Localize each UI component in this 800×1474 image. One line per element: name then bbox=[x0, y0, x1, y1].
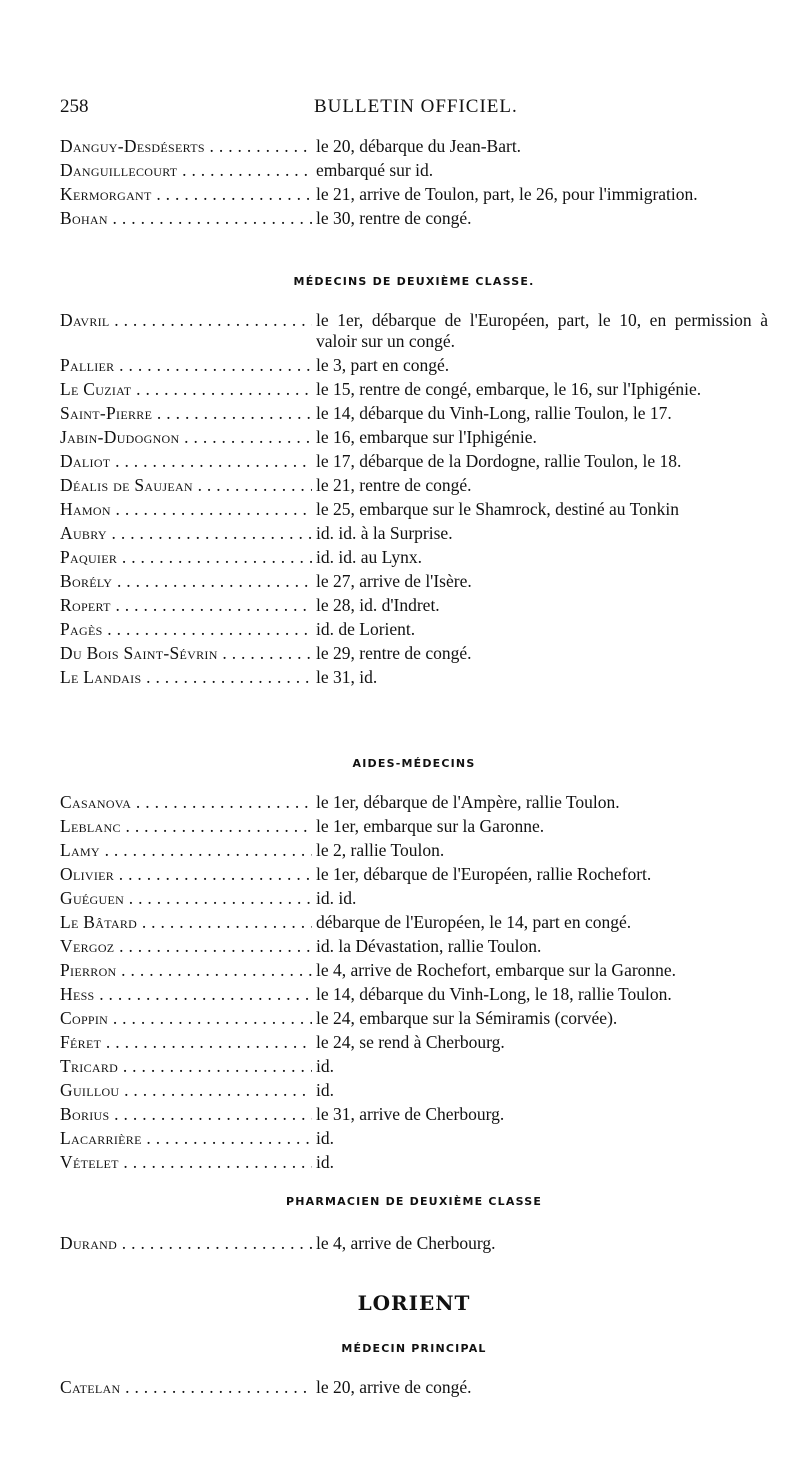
entry-name: Casanova . . . bbox=[60, 792, 312, 813]
entry-text: id. bbox=[316, 1128, 334, 1148]
entry bbox=[60, 643, 768, 664]
entries-group-1 bbox=[60, 136, 768, 232]
entry bbox=[60, 792, 768, 813]
entry bbox=[60, 427, 768, 448]
entry-name: Olivier . . . bbox=[60, 864, 312, 885]
entry-name: Le Landais . . . bbox=[60, 667, 312, 688]
entry-text: débarque de l'Européen, le 14, part en congé. bbox=[316, 912, 632, 932]
entry-text: le 20, arrive de congé. bbox=[316, 1377, 472, 1397]
entry bbox=[60, 451, 768, 472]
entry-text: le 27, arrive de l'Isère. bbox=[316, 571, 472, 591]
entry-name: Pagès . . . bbox=[60, 619, 312, 640]
entry-name: Davril . . . bbox=[60, 310, 312, 352]
entry-text: le 28, id. d'Indret. bbox=[316, 595, 440, 615]
entry bbox=[60, 136, 768, 157]
entry bbox=[60, 888, 768, 909]
entry-text: le 14, débarque du Vinh-Long, le 18, rallie Toulon. bbox=[316, 984, 672, 1004]
entry-text: id. bbox=[316, 1080, 334, 1100]
entry bbox=[60, 571, 768, 592]
city-title: LORIENT bbox=[357, 1291, 471, 1315]
entries-group-5 bbox=[60, 1377, 768, 1401]
entries-group-3 bbox=[60, 792, 768, 1176]
entry bbox=[60, 840, 768, 861]
entry-name: Lacarrière . . . bbox=[60, 1128, 312, 1149]
entry-name: Vergoz . . . bbox=[60, 936, 312, 957]
entry-name: Aubry . . . bbox=[60, 523, 312, 544]
entry bbox=[60, 1104, 768, 1125]
entry-text: le 24, embarque sur la Sémiramis (corvée). bbox=[316, 1008, 618, 1028]
entry-name: Guéguen . . . bbox=[60, 888, 312, 909]
entry-text: le 31, id. bbox=[316, 667, 378, 687]
entry bbox=[60, 310, 768, 352]
entry-text: le 4, arrive de Rochefort, embarque sur la Garonne. bbox=[316, 960, 677, 980]
entry bbox=[60, 1008, 768, 1029]
entry-text: le 21, rentre de congé. bbox=[316, 475, 472, 495]
entry-name: Guillou . . . bbox=[60, 1080, 312, 1101]
entry-text: id. la Dévastation, rallie Toulon. bbox=[316, 936, 542, 956]
entries-group-2 bbox=[60, 310, 768, 691]
entry-text: le 25, embarque sur le Shamrock, destiné au Tonkin bbox=[316, 499, 679, 519]
entry-name: Féret . . . bbox=[60, 1032, 312, 1053]
entry-name: Borély . . . bbox=[60, 571, 312, 592]
entry-text: le 31, arrive de Cherbourg. bbox=[316, 1104, 505, 1124]
entry bbox=[60, 403, 768, 424]
entry-text: le 17, débarque de la Dordogne, rallie Toulon, le 18. bbox=[316, 451, 682, 471]
entry bbox=[60, 499, 768, 520]
entry-text: id. id. bbox=[316, 888, 357, 908]
entry-name: Catelan . . . bbox=[60, 1377, 312, 1398]
entry-text: le 15, rentre de congé, embarque, le 16, sur l'Iphigénie. bbox=[316, 379, 702, 399]
page-number: 258 bbox=[60, 96, 89, 117]
entry-text: le 21, arrive de Toulon, part, le 26, pour l'immigration. bbox=[316, 184, 698, 204]
entry bbox=[60, 1056, 768, 1077]
entry bbox=[60, 1080, 768, 1101]
entry-name: Ropert . . . bbox=[60, 595, 312, 616]
entry-text: le 1er, débarque de l'Ampère, rallie Toulon. bbox=[316, 792, 620, 812]
entry-name: Pierron . . . bbox=[60, 960, 312, 981]
entry-text: le 2, rallie Toulon. bbox=[316, 840, 445, 860]
entry bbox=[60, 619, 768, 640]
entry-name: Leblanc . . . bbox=[60, 816, 312, 837]
entry bbox=[60, 816, 768, 837]
entry-name: Borius . . . bbox=[60, 1104, 312, 1125]
entry-text: embarqué sur id. bbox=[316, 160, 434, 180]
entry bbox=[60, 160, 768, 181]
entry-name: Danguy-Desdéserts . . . bbox=[60, 136, 312, 157]
entry-name: Daliot . . . bbox=[60, 451, 312, 472]
entry bbox=[60, 667, 768, 688]
entry-name: Jabin-Dudognon . . . bbox=[60, 427, 312, 448]
entry bbox=[60, 184, 768, 205]
entry bbox=[60, 208, 768, 229]
entry-name: Coppin . . . bbox=[60, 1008, 312, 1029]
section-heading-principal: MÉDECIN PRINCIPAL bbox=[341, 1342, 487, 1355]
entry-text: le 20, débarque du Jean-Bart. bbox=[316, 136, 522, 156]
entry-name: Déalis de Saujean . . . bbox=[60, 475, 312, 496]
entry-name: Pallier . . . bbox=[60, 355, 312, 376]
entry-name: Hess . . . bbox=[60, 984, 312, 1005]
entry bbox=[60, 1233, 768, 1254]
entry bbox=[60, 595, 768, 616]
entry-text: le 4, arrive de Cherbourg. bbox=[316, 1233, 496, 1253]
entry bbox=[60, 1128, 768, 1149]
entry bbox=[60, 960, 768, 981]
entry-name: Bohan . . . bbox=[60, 208, 312, 229]
entry bbox=[60, 984, 768, 1005]
entry bbox=[60, 547, 768, 568]
entry-text: le 1er, débarque de l'Européen, part, le 10, en permission à valoir sur un congé. bbox=[316, 310, 768, 351]
entry-text: le 30, rentre de congé. bbox=[316, 208, 472, 228]
section-heading-aides: AIDES-MÉDECINS bbox=[352, 757, 476, 770]
entry-name: Le Bâtard . . . bbox=[60, 912, 312, 933]
entry-name: Le Cuziat . . . bbox=[60, 379, 312, 400]
entry-name: Danguillecourt . . . bbox=[60, 160, 312, 181]
entry bbox=[60, 475, 768, 496]
entry-text: le 3, part en congé. bbox=[316, 355, 450, 375]
running-title: BULLETIN OFFICIEL. bbox=[314, 96, 518, 117]
entry-text: le 29, rentre de congé. bbox=[316, 643, 472, 663]
entry bbox=[60, 912, 768, 933]
entry-text: le 24, se rend à Cherbourg. bbox=[316, 1032, 505, 1052]
entry bbox=[60, 936, 768, 957]
entry-text: le 16, embarque sur l'Iphigénie. bbox=[316, 427, 537, 447]
entry bbox=[60, 1152, 768, 1173]
entry-name: Durand . . . bbox=[60, 1233, 312, 1254]
entry-text: id. id. à la Surprise. bbox=[316, 523, 453, 543]
entry bbox=[60, 355, 768, 376]
entry-name: Paquier . . . bbox=[60, 547, 312, 568]
entry-text: id. de Lorient. bbox=[316, 619, 416, 639]
entry-name: Kermorgant . . . bbox=[60, 184, 312, 205]
entries-group-4 bbox=[60, 1233, 768, 1257]
entry-text: le 1er, embarque sur la Garonne. bbox=[316, 816, 545, 836]
entry-name: Vételet . . . bbox=[60, 1152, 312, 1173]
entry-text: id. bbox=[316, 1056, 334, 1076]
entry-name: Lamy . . . bbox=[60, 840, 312, 861]
entry-name: Tricard . . . bbox=[60, 1056, 312, 1077]
entry-text: le 14, débarque du Vinh-Long, rallie Toulon, le 17. bbox=[316, 403, 672, 423]
section-heading-medecins: MÉDECINS DE DEUXIÈME CLASSE. bbox=[293, 275, 535, 288]
entry bbox=[60, 1377, 768, 1398]
entry bbox=[60, 1032, 768, 1053]
entry-text: le 1er, débarque de l'Européen, rallie Rochefort. bbox=[316, 864, 652, 884]
entry bbox=[60, 379, 768, 400]
page-header bbox=[60, 96, 760, 118]
entry-text: id. id. au Lynx. bbox=[316, 547, 422, 567]
entry bbox=[60, 523, 768, 544]
entry-name: Hamon . . . bbox=[60, 499, 312, 520]
entry-text: id. bbox=[316, 1152, 334, 1172]
section-heading-pharmacien: PHARMACIEN DE DEUXIÈME CLASSE bbox=[285, 1195, 543, 1208]
entry-name: Du Bois Saint-Sévrin . . . bbox=[60, 643, 312, 664]
entry-name: Saint-Pierre . . . bbox=[60, 403, 312, 424]
entry bbox=[60, 864, 768, 885]
